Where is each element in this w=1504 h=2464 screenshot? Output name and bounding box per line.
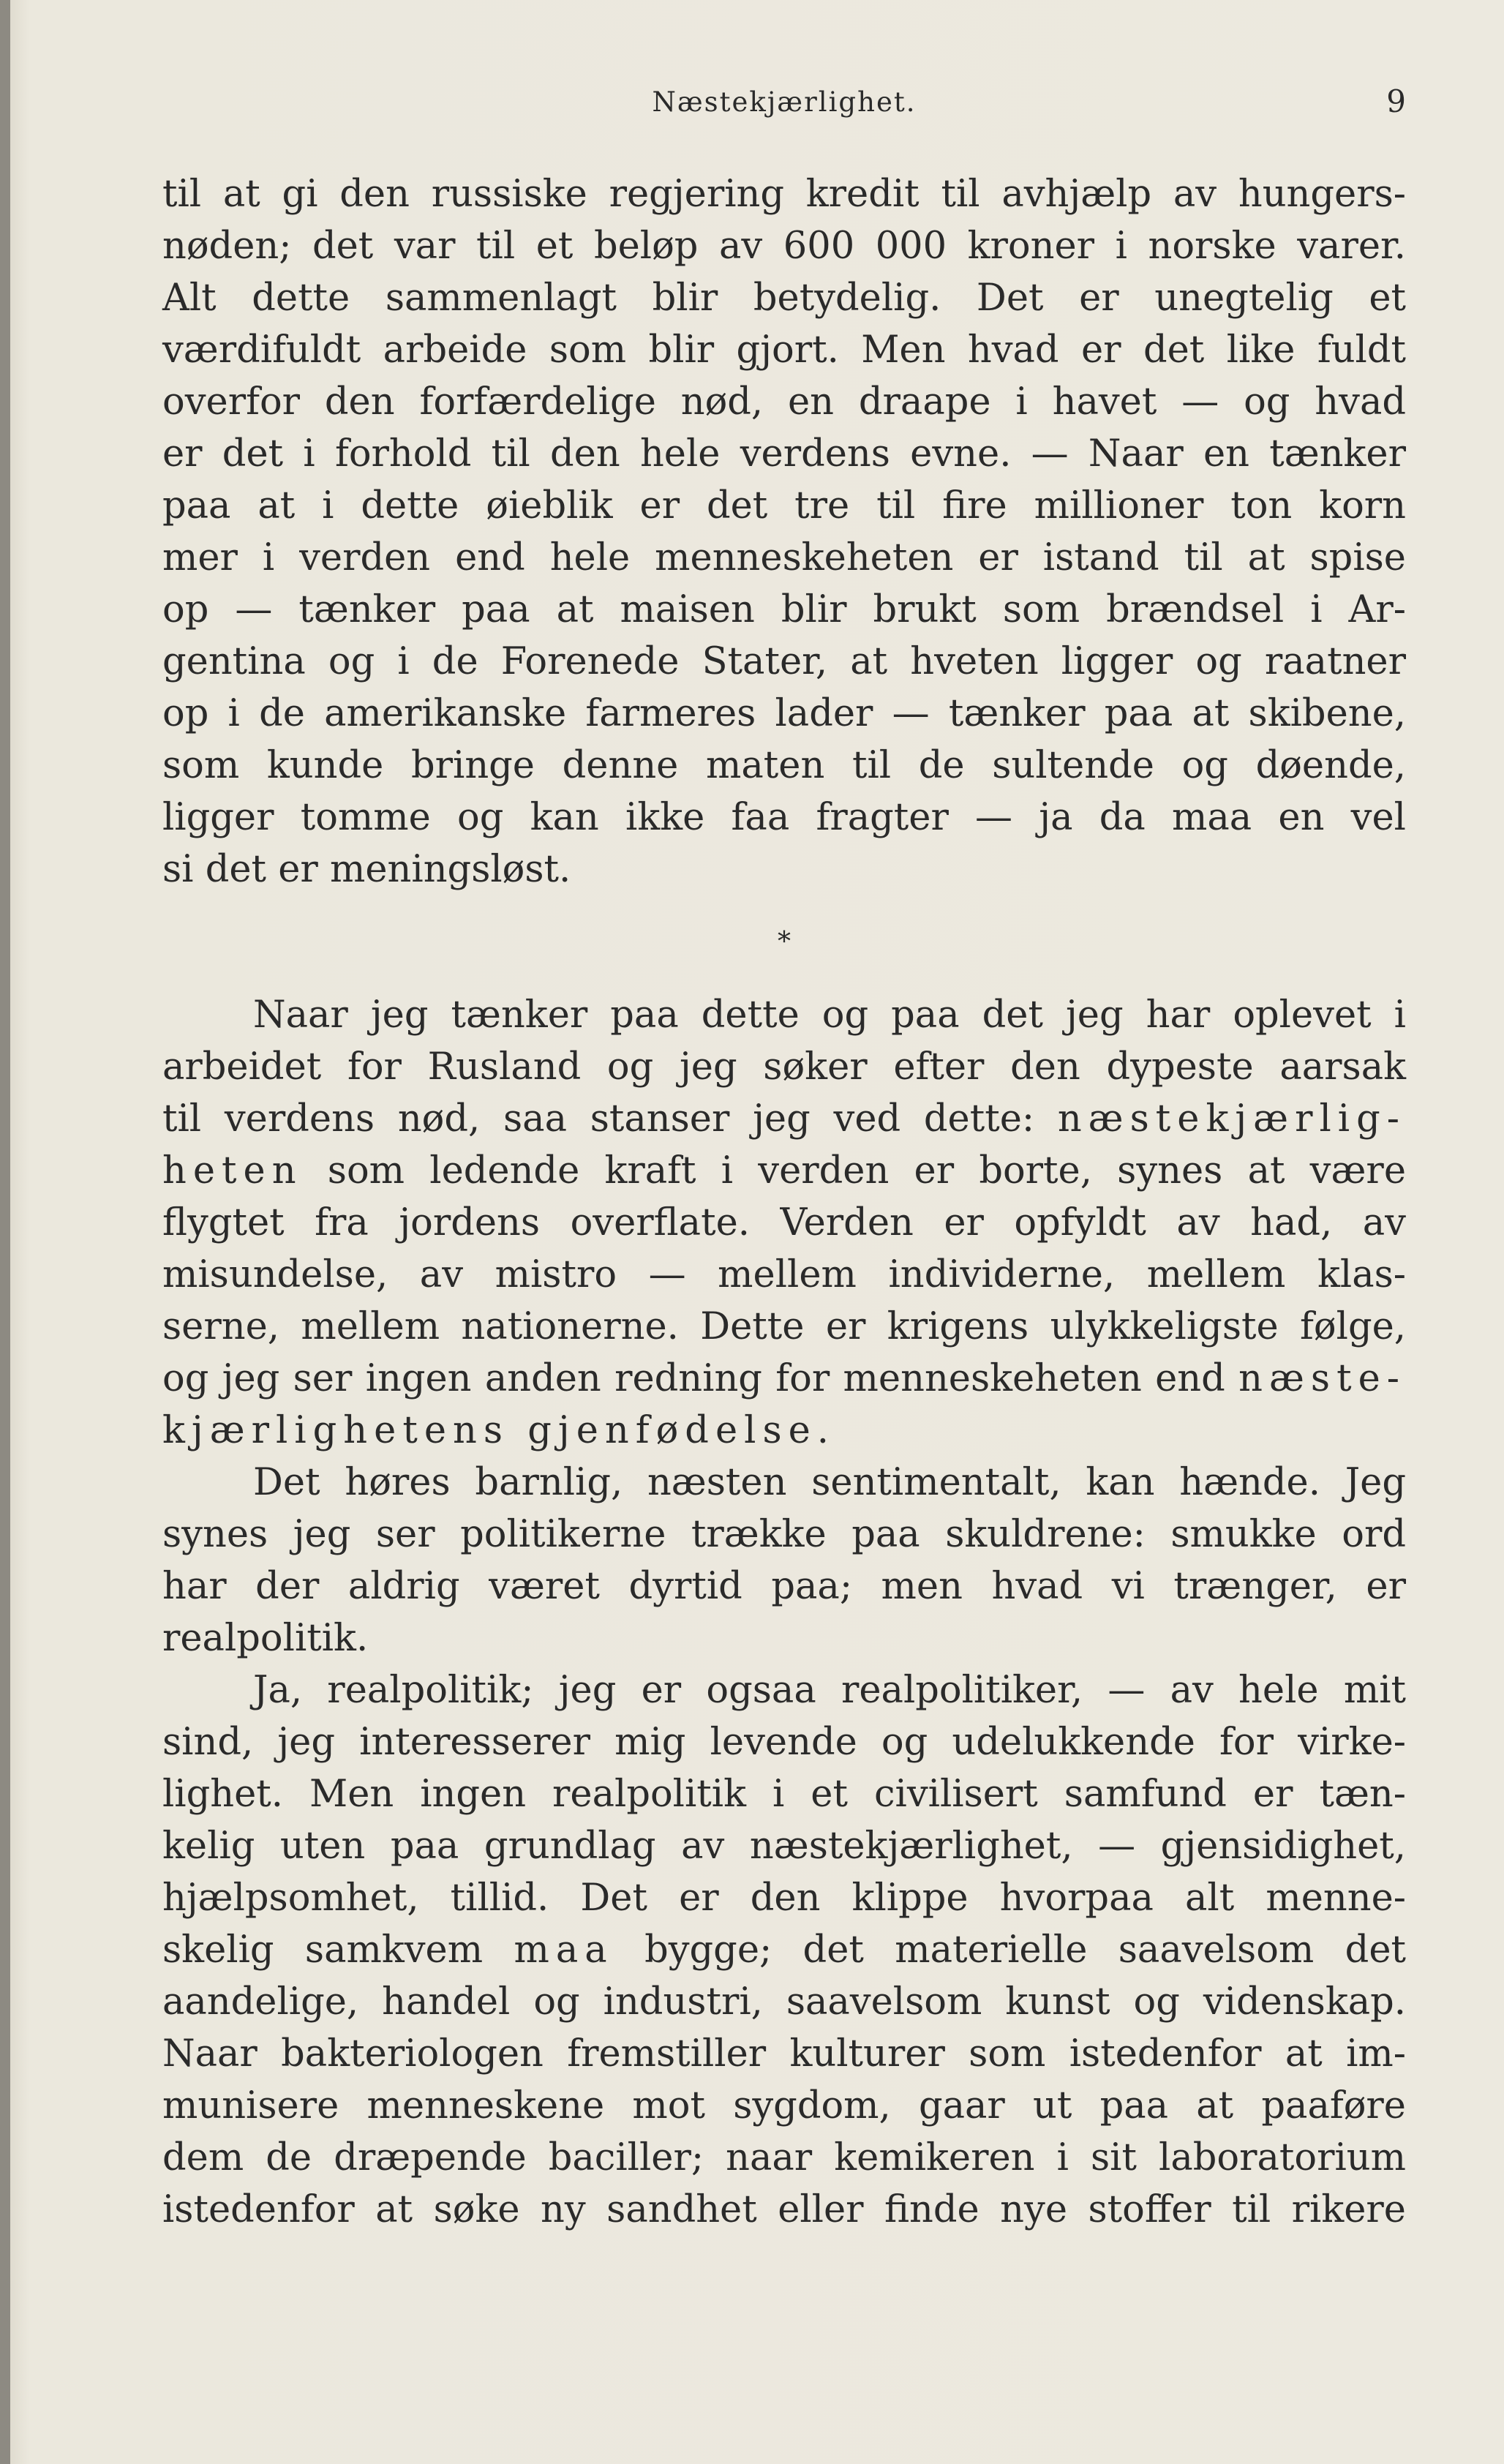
text-line: paa at i dette øieblik er det tre til fire millioner ton korn xyxy=(162,484,1406,527)
text-line: flygtet fra jordens overflate. Verden er opfyldt av had, av xyxy=(162,1201,1406,1244)
text-line: aandelige, handel og industri, saavelsom kunst og videnskap. xyxy=(162,1980,1406,2024)
page-number: 9 xyxy=(1386,83,1406,119)
paragraph-2 xyxy=(162,989,1406,1457)
text-line: nøden; det var til et beløp av 600 000 kroner i norske varer. xyxy=(162,225,1406,268)
text-line: sind, jeg interesserer mig levende og udelukkende for virke- xyxy=(162,1721,1406,1764)
text-line xyxy=(162,1924,1406,1976)
text-line xyxy=(162,1405,1406,1457)
text-line: til at gi den russiske regjering kredit til avhjælp av hungers- xyxy=(162,173,1406,216)
text-line: munisere menneskene mot sygdom, gaar ut paa at paaføre xyxy=(162,2084,1406,2127)
text-line: Ja, realpolitik; jeg er ogsaa realpolitiker, — av hele mit xyxy=(253,1669,1406,1712)
emphasized-word: næste- xyxy=(1238,1357,1406,1400)
emphasized-word: heten xyxy=(162,1149,303,1192)
text-line: som kunde bringe denne maten til de sultende og døende, xyxy=(162,744,1406,787)
text-line: lighet. Men ingen realpolitik i et civilisert samfund er tæn- xyxy=(162,1773,1406,1816)
paragraph-4 xyxy=(162,1664,1406,2236)
text-run: som ledende kraft i verden er borte, synes at være xyxy=(327,1149,1406,1192)
text-line: er det i forhold til den hele verdens evne. — Naar en tænker xyxy=(162,432,1406,476)
section-separator: * xyxy=(778,927,791,957)
paragraph-3 xyxy=(162,1457,1406,1664)
emphasized-word: næstekjærlig- xyxy=(1057,1097,1406,1141)
text-line: serne, mellem nationerne. Dette er krigens ulykkeligste følge, xyxy=(162,1305,1406,1348)
text-line: op i de amerikanske farmeres lader — tænker paa at skibene, xyxy=(162,692,1406,735)
text-run: til verdens nød, saa stanser jeg ved dette: xyxy=(162,1097,1035,1141)
text-line: Naar jeg tænker paa dette og paa det jeg har oplevet i xyxy=(253,994,1406,1037)
text-line xyxy=(162,1145,1406,1197)
text-line: overfor den forfærdelige nød, en draape i havet — og hvad xyxy=(162,380,1406,424)
text-line: har der aldrig været dyrtid paa; men hvad vi trænger, er xyxy=(162,1565,1406,1608)
paragraph-1 xyxy=(162,168,1406,895)
text-line: synes jeg ser politikerne trække paa skuldrene: smukke ord xyxy=(162,1513,1406,1556)
text-line: mer i verden end hele menneskeheten er istand til at spise xyxy=(162,536,1406,579)
text-line: si det er meningsløst. xyxy=(162,848,571,891)
running-title: Næstekjærlighet. xyxy=(652,86,917,118)
running-head xyxy=(162,80,1406,124)
text-run: og jeg ser ingen anden redning for menneskeheten end xyxy=(162,1357,1225,1400)
text-run: skelig samkvem xyxy=(162,1928,484,1972)
text-line: op — tænker paa at maisen blir brukt som brændsel i Ar- xyxy=(162,588,1406,631)
text-line: hjælpsomhet, tillid. Det er den klippe hvorpaa alt menne- xyxy=(162,1877,1406,1920)
text-line: dem de dræpende baciller; naar kemikeren i sit laboratorium xyxy=(162,2136,1406,2179)
body-text xyxy=(162,168,1406,2236)
text-line: Alt dette sammenlagt blir betydelig. Det er unegtelig et xyxy=(162,277,1406,320)
text-line: kelig uten paa grundlag av næstekjærlighet, — gjensidighet, xyxy=(162,1825,1406,1868)
emphasized-word: kjærlighetens gjenfødelse. xyxy=(162,1409,836,1452)
text-line: istedenfor at søke ny sandhet eller finde nye stoffer til rikere xyxy=(162,2188,1406,2231)
text-line: misundelse, av mistro — mellem individerne, mellem klas- xyxy=(162,1253,1406,1296)
text-line xyxy=(162,1093,1406,1145)
text-line: værdifuldt arbeide som blir gjort. Men hvad er det like fuldt xyxy=(162,328,1406,372)
text-run: bygge; det materielle saavelsom det xyxy=(644,1928,1406,1972)
text-line: arbeidet for Rusland og jeg søker efter den dypeste aarsak xyxy=(162,1045,1406,1089)
text-line: Det høres barnlig, næsten sentimentalt, kan hænde. Jeg xyxy=(253,1461,1406,1504)
emphasized-word: maa xyxy=(514,1928,614,1972)
binding-edge xyxy=(0,0,10,2464)
text-line: Naar bakteriologen fremstiller kulturer som istedenfor at im- xyxy=(162,2032,1406,2076)
text-line: realpolitik. xyxy=(162,1617,369,1660)
text-line: ligger tomme og kan ikke faa fragter — ja da maa en vel xyxy=(162,796,1406,839)
text-line: gentina og i de Forenede Stater, at hveten ligger og raatner xyxy=(162,640,1406,683)
text-line xyxy=(162,1353,1406,1405)
